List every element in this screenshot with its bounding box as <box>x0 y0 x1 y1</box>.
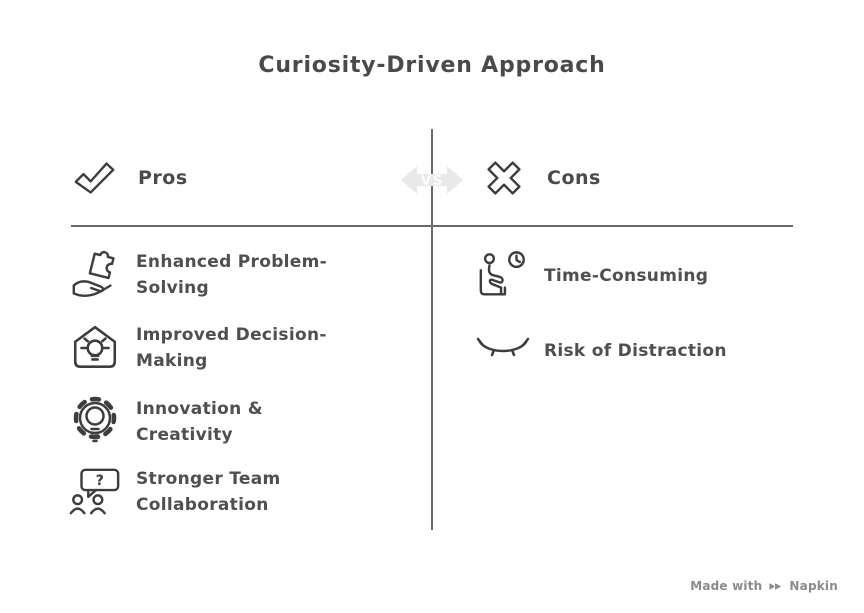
pros-header <box>66 150 188 206</box>
page-title: Curiosity-Driven Approach <box>258 53 606 78</box>
napkin-logo-icon <box>768 580 783 593</box>
brand-label: Napkin <box>789 579 838 593</box>
pros-header-label: Pros <box>138 167 188 189</box>
cons-header-label: Cons <box>547 167 601 189</box>
cons-item-risk-of-distraction <box>474 323 784 379</box>
cross-icon <box>475 153 533 203</box>
pros-item-stronger-team-collaboration <box>66 464 348 520</box>
gear-bulb-icon <box>66 396 124 448</box>
question-mark-glyph: ? <box>95 473 105 490</box>
closed-eye-icon <box>474 336 532 366</box>
pros-item-improved-decision-making <box>66 320 348 376</box>
cons-header <box>475 150 601 206</box>
vs-label: VS <box>420 173 444 189</box>
pros-item-label: Enhanced Problem-Solving <box>136 251 328 298</box>
pros-item-label: Improved Decision-Making <box>136 324 327 371</box>
pros-item-label: Stronger Team Collaboration <box>136 468 281 515</box>
vs-badge <box>400 157 464 203</box>
cons-item-time-consuming <box>474 248 784 304</box>
cons-item-label: Time-Consuming <box>544 265 709 286</box>
pros-item-innovation-creativity <box>66 394 348 450</box>
made-with-label: Made with <box>690 579 763 593</box>
pros-item-label: Innovation & Creativity <box>136 398 263 445</box>
cons-item-label: Risk of Distraction <box>544 340 727 361</box>
waiting-person-clock-icon <box>474 249 532 303</box>
team-question-icon <box>66 466 124 518</box>
hand-puzzle-icon <box>66 248 124 302</box>
check-icon <box>66 153 124 203</box>
made-with-napkin-badge <box>690 579 838 593</box>
pros-item-enhanced-problem-solving <box>66 247 348 303</box>
horizontal-divider <box>71 225 793 227</box>
idea-house-icon <box>66 322 124 374</box>
vs-arrow-icon <box>400 157 464 203</box>
